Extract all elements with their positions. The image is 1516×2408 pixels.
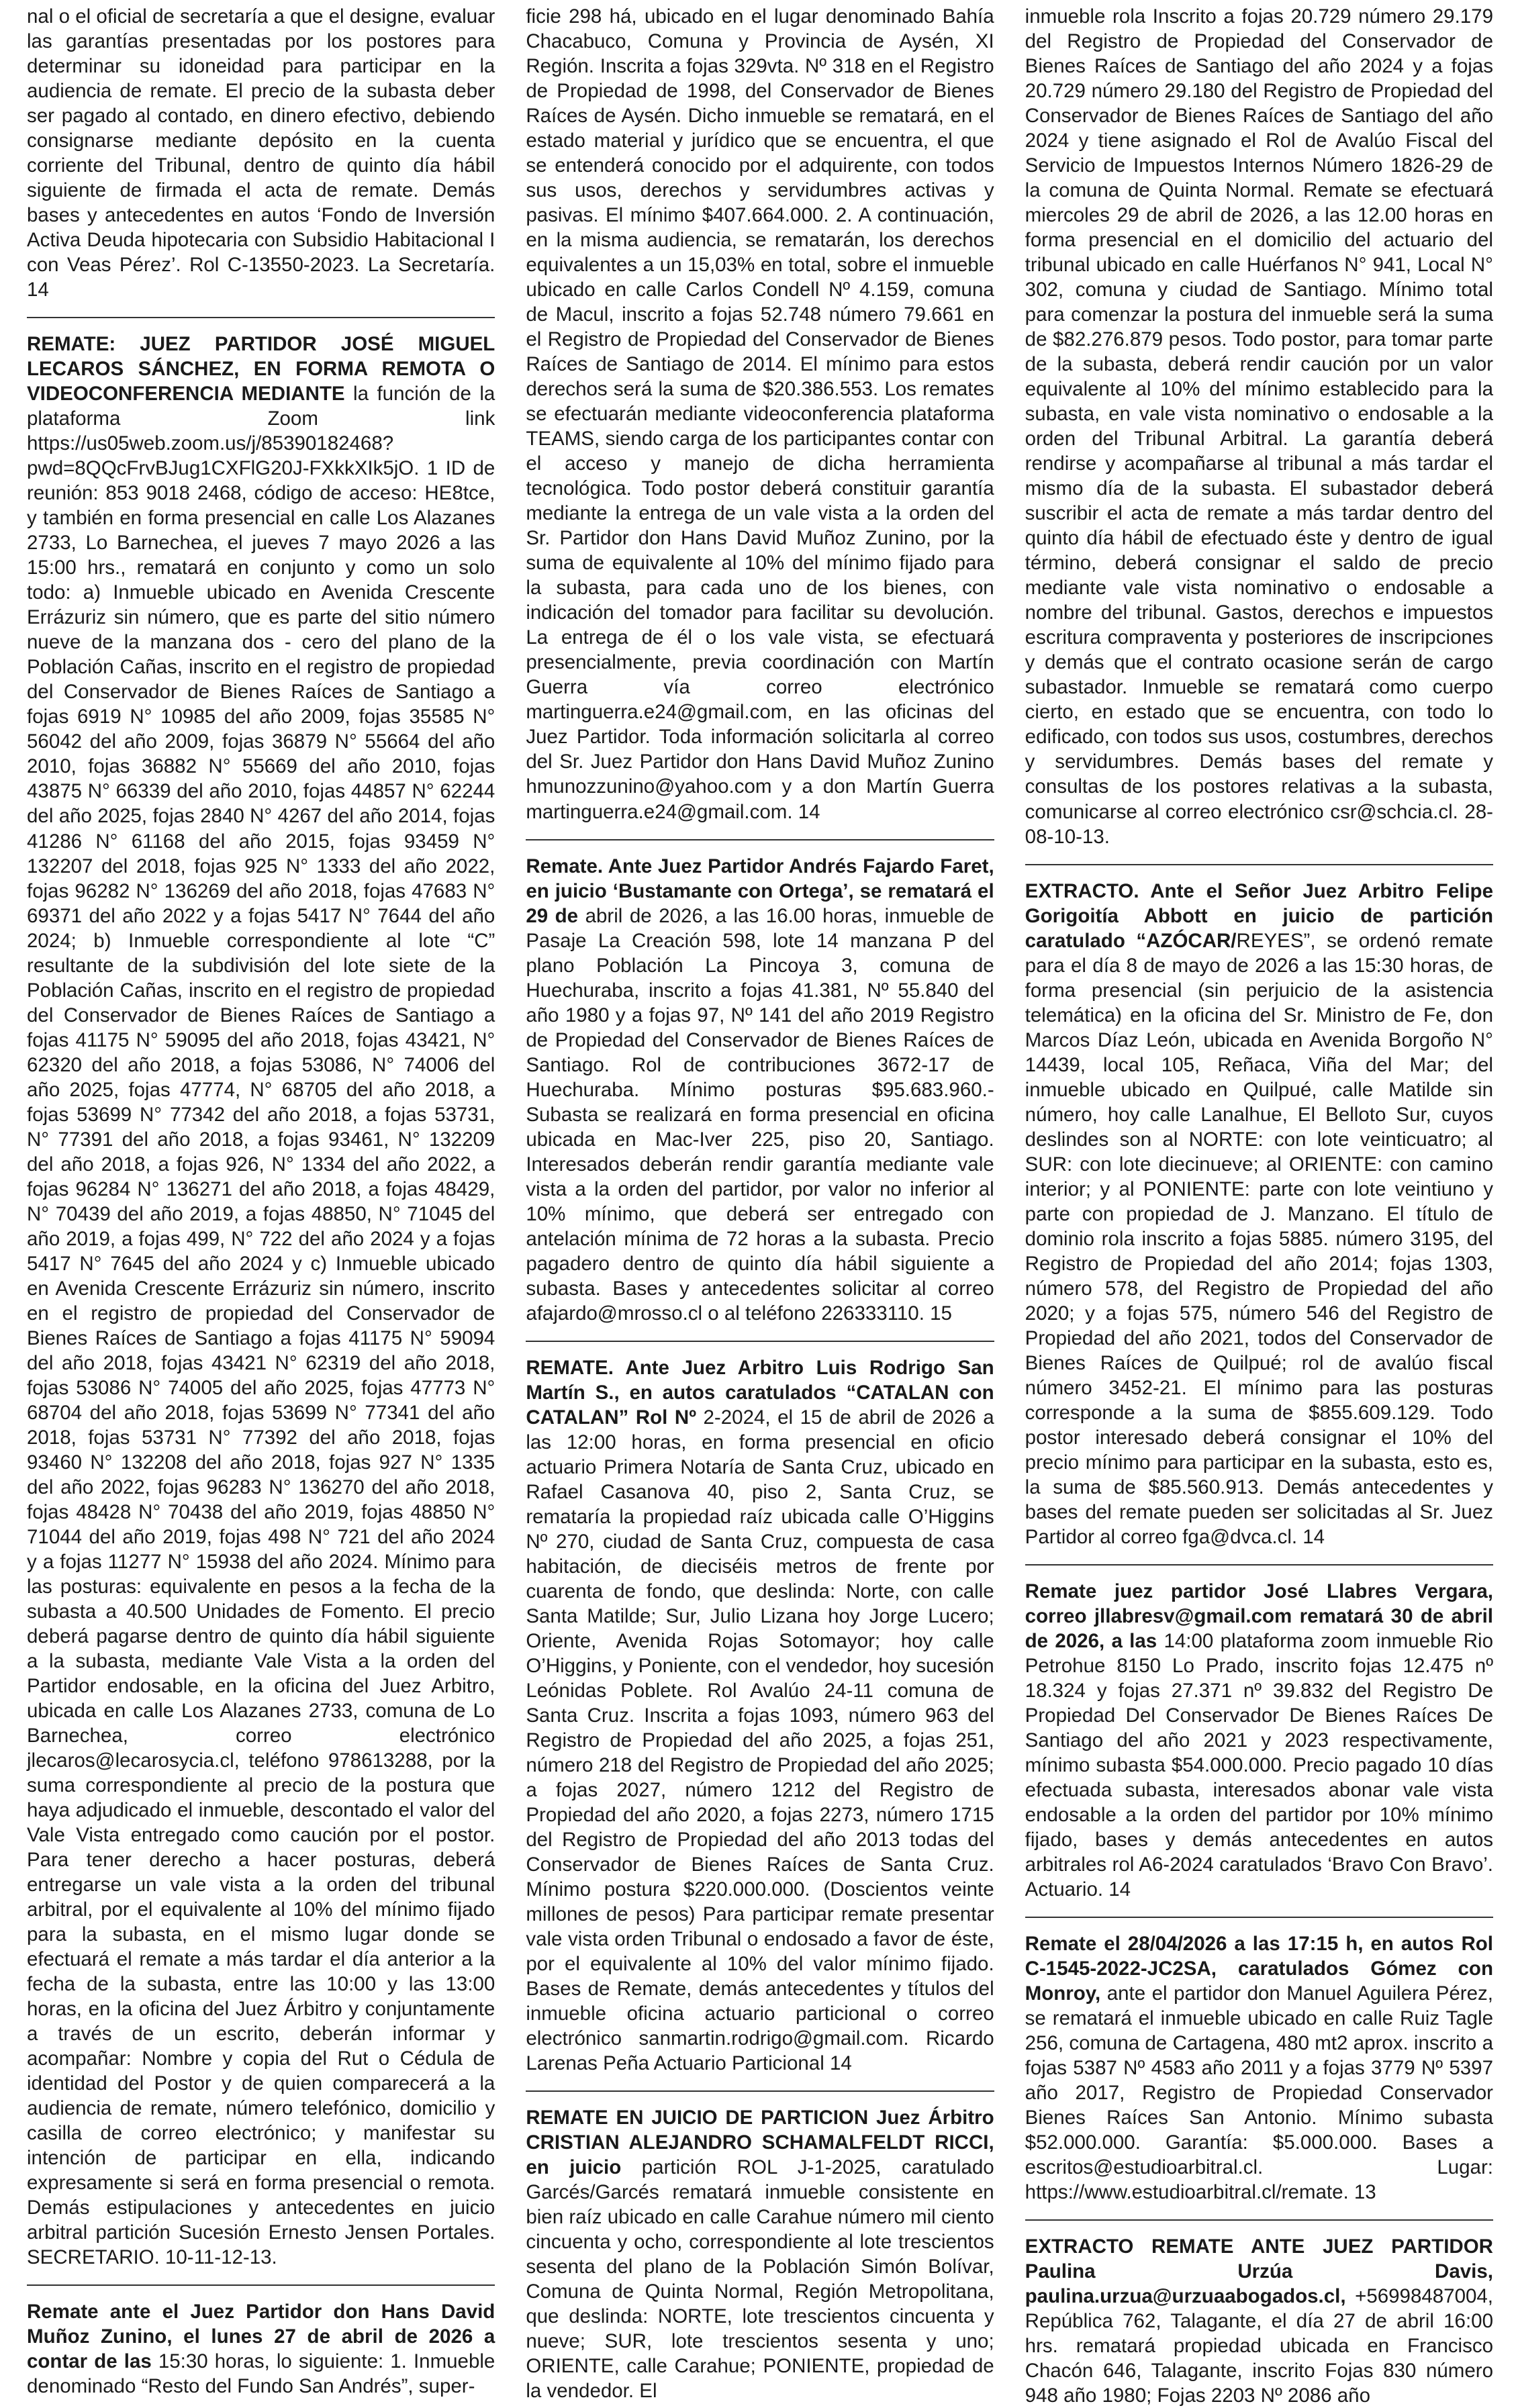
notice-text [1025,1931,1493,2205]
notice-body: la función de la plataforma Zoom link https://us05web.zoom.us/j/85390182468?pwd=8QQcFrvBJug1CXFlG20J-FXkkXIk5jO. 1 ID de reunión: 853 9018 2468, código de acceso: HE8tce, y también en forma presencial en calle Los Alazanes 2733, Lo Barnechea, el jueves 7 mayo 2026 a las 15:00 hrs., rematará en conjunto y como un solo todo: a) Inmueble ubicado en Avenida Crescente Errázuriz sin número, que es parte del sitio número nueve de la manzana dos - cero del plano de la Población Cañas, inscrito en el registro de propiedad del Conservador de Bienes Raíces de Santiago a fojas 6919 N° 10985 del año 2009, fojas 35585 N° 56042 del año 2009, fojas 36879 N° 55664 del año 2010, fojas 36882 N° 55669 del año 2010, fojas 43875 N° 66339 del año 2010, fojas 44857 N° 62244 del año 2025, fojas 2840 N° 4267 del año 2014, fojas 41286 N° 61168 del año 2015, fojas 93459 N° 132207 del 2018, fojas 925 N° 1333 del año 2022, fojas 96282 N° 136269 del año 2018, fojas 47683 N° 69371 del año 2022 y a fojas 5417 N° 7644 del año 2024; b) Inmueble correspondiente al lote “C” resultante de la subdivisión del lote siete de la Población Cañas, inscrito en el registro de propiedad del Conservador de Bienes Raíces de Santiago a fojas 41175 N° 59095 del año 2018, fojas 43421, N° 62320 del año 2018, a fojas 53086, N° 74006 del año 2025, fojas 47774, N° 68705 del año 2018, a fojas 53699 N° 77342 del año 2018, a fojas 53731, N° 77391 del año 2018, a fojas 93461, N° 132209 del año 2018, a fojas 926, N° 1334 del año 2022, a fojas 96284 N° 136271 del año 2018, a fojas 48429, N° 70439 del año 2019, a fojas 48850, N° 71045 del año 2019, a fojas 499, N° 722 del año 2024 y a fojas 5417 N° 7645 del año 2024 y c) Inmueble ubicado en Avenida Crescente Errázuriz sin número, inscrito en el registro de propiedad del Conservador de Bienes Raíces de Santiago a fojas 41175 N° 59094 del año 2018, fojas 43421 N° 62319 del año 2018, fojas 53086 N° 74005 del año 2025, fojas 47773 N° 68704 del año 2018, fojas 53699 N° 77341 del año 2018, fojas 53731 N° 77392 del año 2018, fojas 93460 N° 132208 del año 2018, fojas 927 N° 1335 del año 2022, fojas 96283 N° 136270 del año 2018, fojas 48428 N° 70438 del año 2019, fojas 48850 N° 71044 del año 2019, fojas 498 N° 721 del año 2024 y a fojas 11277 N° 15938 del año 2024. Mínimo para las posturas: equivalente en pesos a la fecha de la subasta a 40.500 Unidades de Fomento. El precio deberá pagarse dentro de quinto día hábil siguiente a la subasta, mediante Vale Vista a la orden del Partidor endosable, en la oficina del Juez Arbitro, ubicada en calle Los Alazanes 2733, comuna de Lo Barnechea, correo electrónico jlecaros@lecarosycia.cl, teléfono 978613288, por la suma correspondiente al precio de la postura que haya adjudicado el inmueble, descontado el valor del Vale Vista entregado como caución por el postor. Para tener derecho a hacer posturas, deberá entregarse un vale vista a la orden del tribunal arbitral, por el equivalente al 10% del mínimo fijado para la subasta, en el mismo lugar donde se efectuará el remate a más tardar el día anterior a la fecha de la subasta, entre las 10:00 y las 13:00 horas, en la oficina del Juez Árbitro y conjuntamente a través de un escrito, deberán informar y acompañar: Nombre y copia del Rut o Cédula de identidad del Postor y de quien comparecerá a la audiencia de remate, número telefónico, domicilio y casilla de correo electrónico; y manifestar su intención de participar en ella, indicando expresamente si será en forma presencial o remota. Demás estipulaciones y antecedentes en juicio arbitral partición Sucesión Ernesto Jensen Portales. SECRETARIO. 10-11-12-13. [27,383,495,2269]
notice-urzua [1025,2234,1493,2408]
notice-headline: Remate. Ante Juez Partidor Andrés Fajardo Faret, en juicio ‘Bustamante con Ortega’, se rematará el 29 de [526,855,994,927]
notice-text [27,332,495,2270]
column-1 [27,4,495,2398]
column-2 [526,4,994,2403]
notice-continuation [526,4,994,824]
notice-headline: EXTRACTO REMATE ANTE JUEZ PARTIDOR Paulina Urzúa Davis, paulina.urzua@urzuaabogados.cl, [1025,2235,1493,2308]
notice-body: 2-2024, el 15 de abril de 2026 a las 12:00 horas, en forma presencial en oficio actuario Primera Notaría de Santa Cruz, ubicado en Rafael Casanova 40, piso 2, Santa Cruz, se remataría la propiedad raíz ubicada calle O’Higgins Nº 270, ciudad de Santa Cruz, compuesta de casa habitación, de dieciséis metros de frente por cuarenta de fondo, que deslinda: Norte, con calle Santa Matilde; Sur, Julio Lizana hoy Jorge Lucero; Oriente, Avenida Rojas Sotomayor; hoy calle O’Higgins, y Poniente, con el vendedor, hoy sucesión Leónidas Poblete. Rol Avalúo 24-11 comuna de Santa Cruz. Inscrita a fojas 1093, número 963 del Registro de Propiedad del año 2025, a fojas 251, número 218 del Registro de Propiedad del año 2025; a fojas 2027, número 1212 del Registro de Propiedad del año 2020, a fojas 2273, número 1715 del Registro de Propiedad del año 2013 todas del Conservador de Bienes Raíces de Santa Cruz. Mínimo postura $220.000.000. (Doscientos veinte millones de pesos) Para participar remate presentar vale vista orden Tribunal o endosado a favor de éste, por el equivalente al 10% del valor mínimo fijado. Bases de Remate, demás antecedentes y títulos del inmueble oficina actuario particional o correo electrónico sanmartin.rodrigo@gmail.com. Ricardo Larenas Peña Actuario Particional 14 [526,1406,994,2075]
notice-divider [526,2090,994,2092]
notice-text [1025,2234,1493,2408]
notice-divider [27,2284,495,2286]
notice-headline: EXTRACTO. Ante el Señor Juez Arbitro Felipe Gorigoitía Abbott en juicio de partición caratulado “AZÓCAR/ [1025,879,1493,952]
notice-divider [1025,864,1493,865]
notice-aguilera [1025,1931,1493,2205]
notice-lecaros [27,332,495,2270]
notice-fajardo [526,854,994,1326]
notice-headline: Remate juez partidor José Llabres Vergara, correo jllabresv@gmail.com rematará 30 de abril de 2026, a las [1025,1580,1493,1652]
notice-body: abril de 2026, a las 16.00 horas, inmueble de Pasaje La Creación 598, lote 14 manzana P del plano Población La Pincoya 3, comuna de Huechuraba, inscrito a fojas 41.381, Nº 55.840 del año 1980 y a fojas 97, Nº 141 del año 2019 Registro de Propiedad del Conservador de Bienes Raíces de Santiago. Rol de contribuciones 3672-17 de Huechuraba. Mínimo posturas $95.683.960.- Subasta se realizará en forma presencial en oficina ubicada en Mac-Iver 225, piso 20, Santiago. Interesados deberán rendir garantía mediante vale vista a la orden del partidor, por valor no inferior al 10% mínimo, que deberá ser entregado con antelación mínima de 72 horas a la subasta. Precio pagadero dentro de quinto día hábil siguiente a subasta. Bases y antecedentes solicitar al correo afajardo@mrosso.cl o al teléfono 226333110. 15 [526,904,994,1325]
notice-divider [526,1341,994,1342]
notice-divider [526,839,994,840]
notice-body: nal o el oficial de secretaría a que el designe, evaluar las garantías presentadas por los postores para determinar su idoneidad para participar en la audiencia de remate. El precio de la subasta deber ser pagado al contado, en dinero efectivo, debiendo consignarse mediante depósito en la cuenta corriente del Tribunal, dentro de quinto día hábil siguiente de firmada el acta de remate. Demás bases y antecedentes en autos ‘Fondo de Inversión Activa Deuda hipotecaria con Subsidio Habitacional I con Veas Pérez’. Rol C-13550-2023. La Secretaría. 14 [27,5,495,301]
notice-text [526,2105,994,2403]
notice-headline: REMATE: JUEZ PARTIDOR JOSÉ MIGUEL LECAROS SÁNCHEZ, EN FORMA REMOTA O VIDEOCONFERENCIA MEDIANTE [27,333,495,405]
notice-continuation [27,4,495,302]
notice-continuation [1025,4,1493,849]
notice-divider [1025,2219,1493,2221]
notice-body: ficie 298 há, ubicado en el lugar denominado Bahía Chacabuco, Comuna y Provincia de Aysén, XI Región. Inscrita a fojas 329vta. Nº 318 en el Registro de Propiedad de 1998, del Conservador de Bienes Raíces de Aysén. Dicho inmueble se rematará, en el estado material y jurídico que se encuentra, el que se entenderá conocido por el adquirente, con todos sus usos, derechos y servidumbres activas y pasivas. El mínimo $407.664.000. 2. A continuación, en la misma audiencia, se rematarán, los derechos equivalentes a un 15,03% en total, sobre el inmueble ubicado en calle Carlos Condell Nº 4.159, comuna de Macul, inscrito a fojas 52.748 número 79.661 en el Registro de Propiedad del Conservador de Bienes Raíces de Santiago de 2014. El mínimo para estos derechos será la suma de $20.386.553. Los remates se efectuarán mediante videoconferencia plataforma TEAMS, siendo carga de los participantes contar con el acceso y manejo de dicha herramienta tecnológica. Todo postor deberá constituir garantía mediante la entrega de un vale vista a la orden del Sr. Partidor don Hans David Muñoz Zunino, por la suma de equivalente al 10% del mínimo fijado para la subasta, para cada uno de los bienes, con indicación del tomador para facilitar su devolución. La entrega de él o los vale vista, se efectuará presencialmente, previa coordinación con Martín Guerra vía correo electrónico martinguerra.e24@gmail.com, en las oficinas del Juez Partidor. Toda información solicitarla al correo del Sr. Juez Partidor don Hans David Muñoz Zunino hmunozzunino@yahoo.com y a don Martín Guerra martinguerra.e24@gmail.com. 14 [526,5,994,823]
notice-text [526,1355,994,2076]
notice-headline: REMATE. Ante Juez Arbitro Luis Rodrigo San Martín S., en autos caratulados “CATALAN con CATALAN” Rol Nº [526,1356,994,1429]
notice-text [526,854,994,1326]
notice-body: inmueble rola Inscrito a fojas 20.729 número 29.179 del Registro de Propiedad del Conservador de Bienes Raíces de Santiago del año 2024 y a fojas 20.729 número 29.180 del Registro de Propiedad del Conservador de Bienes Raíces de Santiago del año 2024 y tiene asignado el Rol de Avalúo Fiscal del Servicio de Impuestos Internos Número 1826-29 de la comuna de Quinta Normal. Remate se efectuará miercoles 29 de abril de 2026, a las 12.00 horas en forma presencial en el domicilio del actuario del tribunal ubicado en calle Huérfanos N° 941, Local N° 302, comuna y ciudad de Santiago. Mínimo total para comenzar la postura del inmueble será la suma de $82.276.879 pesos. Todo postor, para tomar parte de la subasta, deberá rendir caución por un valor equivalente al 10% del mínimo establecido para la subasta, en vale vista nominativo o endosable a la orden del Tribunal Arbitral. La garantía deberá rendirse y acompañarse al tribunal a más tardar el mismo día de la subasta. El subastador deberá suscribir el acta de remate a más tardar dentro del quinto día hábil de efectuado éste y dentro de igual término, deberá consignar el saldo de precio mediante vale vista nominativo o endosable a nombre del tribunal. Gastos, derechos e impuestos escritura compraventa y posteriores de inscripciones y demás que el contrato ocasione serán de cargo subastador. Inmueble se rematará como cuerpo cierto, en estado que se encuentra, con todo lo edificado, con todos sus usos, costumbres, derechos y servidumbres. Demás bases del remate y consultas de los postores relativas a la subasta, comunicarse al correo electrónico csr@schcia.cl. 28-08-10-13. [1025,5,1493,848]
notice-divider [1025,1564,1493,1566]
notice-divider [27,317,495,318]
notice-schamalfeldt [526,2105,994,2403]
notice-columns [27,4,1493,2407]
notice-munoz [27,2299,495,2399]
notice-body: ante el partidor don Manuel Aguilera Pérez, se rematará el inmueble ubicado en calle Ruiz Tagle 256, comuna de Cartagena, 480 mt2 aprox. inscrito a fojas 5387 Nº 4583 año 2011 y a fojas 3779 Nº 5397 año 2017, Registro de Propiedad Conservador Bienes Raíces San Antonio. Mínimo subasta $52.000.000. Garantía: $5.000.000. Bases a escritos@estudioarbitral.cl. Lugar: https://www.estudioarbitral.cl/remate. 13 [1025,1982,1493,2204]
notice-text [27,2299,495,2399]
notice-body: +56998487004, República 762, Talagante, el día 27 de abril 16:00 hrs. rematará propiedad ubicada en Francisco Chacón 646, Talagante, inscrito Fojas 830 número 948 año 1980; Fojas 2203 Nº 2086 año [1025,2285,1493,2407]
notice-headline: Remate el 28/04/2026 a las 17:15 h, en autos Rol C-1545-2022-JC2SA, caratulados Gómez con Monroy, [1025,1933,1493,2005]
notice-body: REYES”, se ordenó remate para el día 8 de mayo de 2026 a las 15:30 horas, de forma presencial (sin perjuicio de la asistencia telemática) en la oficina del Sr. Ministro de Fe, don Marcos Díaz León, ubicada en Avenida Borgoño N° 14439, local 105, Reñaca, Viña del Mar; del inmueble ubicado en Quilpué, calle Matilde sin número, hoy calle Lanalhue, El Belloto Sur, cuyos deslindes son al NORTE: con lote veinticuatro; al SUR: con lote diecinueve; al ORIENTE: con camino interior; y al PONIENTE: parte con lote veintiuno y parte con propiedad de J. Manzano. El título de dominio rola inscrito a fojas 5885. número 3195, del Registro de Propiedad del año 2014; fojas 1303, número 578, del Registro de Propiedad del año 2020; y a fojas 575, número 546 del Registro de Propiedad del año 2021, todos del Conservador de Bienes Raíces de Quilpué; rol de avalúo fiscal número 3452-21. El mínimo para las posturas corresponde a la suma de $855.609.129. Todo postor interesado deberá consignar el 10% del precio mínimo para participar en la subasta, esto es, la suma de $85.560.913. Demás antecedentes y bases del remate pueden ser solicitadas al Sr. Juez Partidor al correo fga@dvca.cl. 14 [1025,929,1493,1548]
column-3 [1025,4,1493,2407]
notice-llabres [1025,1579,1493,1902]
notice-text [1025,879,1493,1549]
notice-gorigoitia [1025,879,1493,1549]
notice-divider [1025,1917,1493,1918]
notice-body: 15:30 horas, lo siguiente: 1. Inmueble denominado “Resto del Fundo San Andrés”, super- [27,2350,495,2398]
notice-headline: REMATE EN JUICIO DE PARTICION Juez Árbitro CRISTIAN ALEJANDRO SCHAMALFELDT RICCI, en juicio [526,2107,994,2179]
notice-body: 14:00 plataforma zoom inmueble Rio Petrohue 8150 Lo Prado, inscrito fojas 12.475 nº 18.324 y fojas 27.371 nº 39.832 del Registro De Propiedad Del Conservador De Bienes Raíces De Santiago del año 2021 y 2023 respectivamente, mínimo subasta $54.000.000. Precio pagado 10 días efectuada subasta, interesados abonar vale vista endosable a la orden del partidor por 10% mínimo fijado, bases y demás antecedentes en autos arbitrales rol A6-2024 caratulados ‘Bravo Con Bravo’. Actuario. 14 [1025,1629,1493,1901]
notice-body: partición ROL J-1-2025, caratulado Garcés/Garcés rematará inmueble consistente en bien raíz ubicado en calle Carahue número mil ciento cincuenta y ocho, correspondiente al lote trescientos sesenta del plano de la Población Simón Bolívar, Comuna de Quinta Normal, Región Metropolitana, que deslinda: NORTE, lote trescientos cincuenta y nueve; SUR, lote trescientos sesenta y uno; ORIENTE, calle Carahue; PONIENTE, propiedad de la vendedor. El [526,2156,994,2403]
notice-headline: Remate ante el Juez Partidor don Hans David Muñoz Zunino, el lunes 27 de abril de 2026 a contar de las [27,2301,495,2373]
notice-san-martin [526,1355,994,2076]
notice-text [1025,1579,1493,1902]
